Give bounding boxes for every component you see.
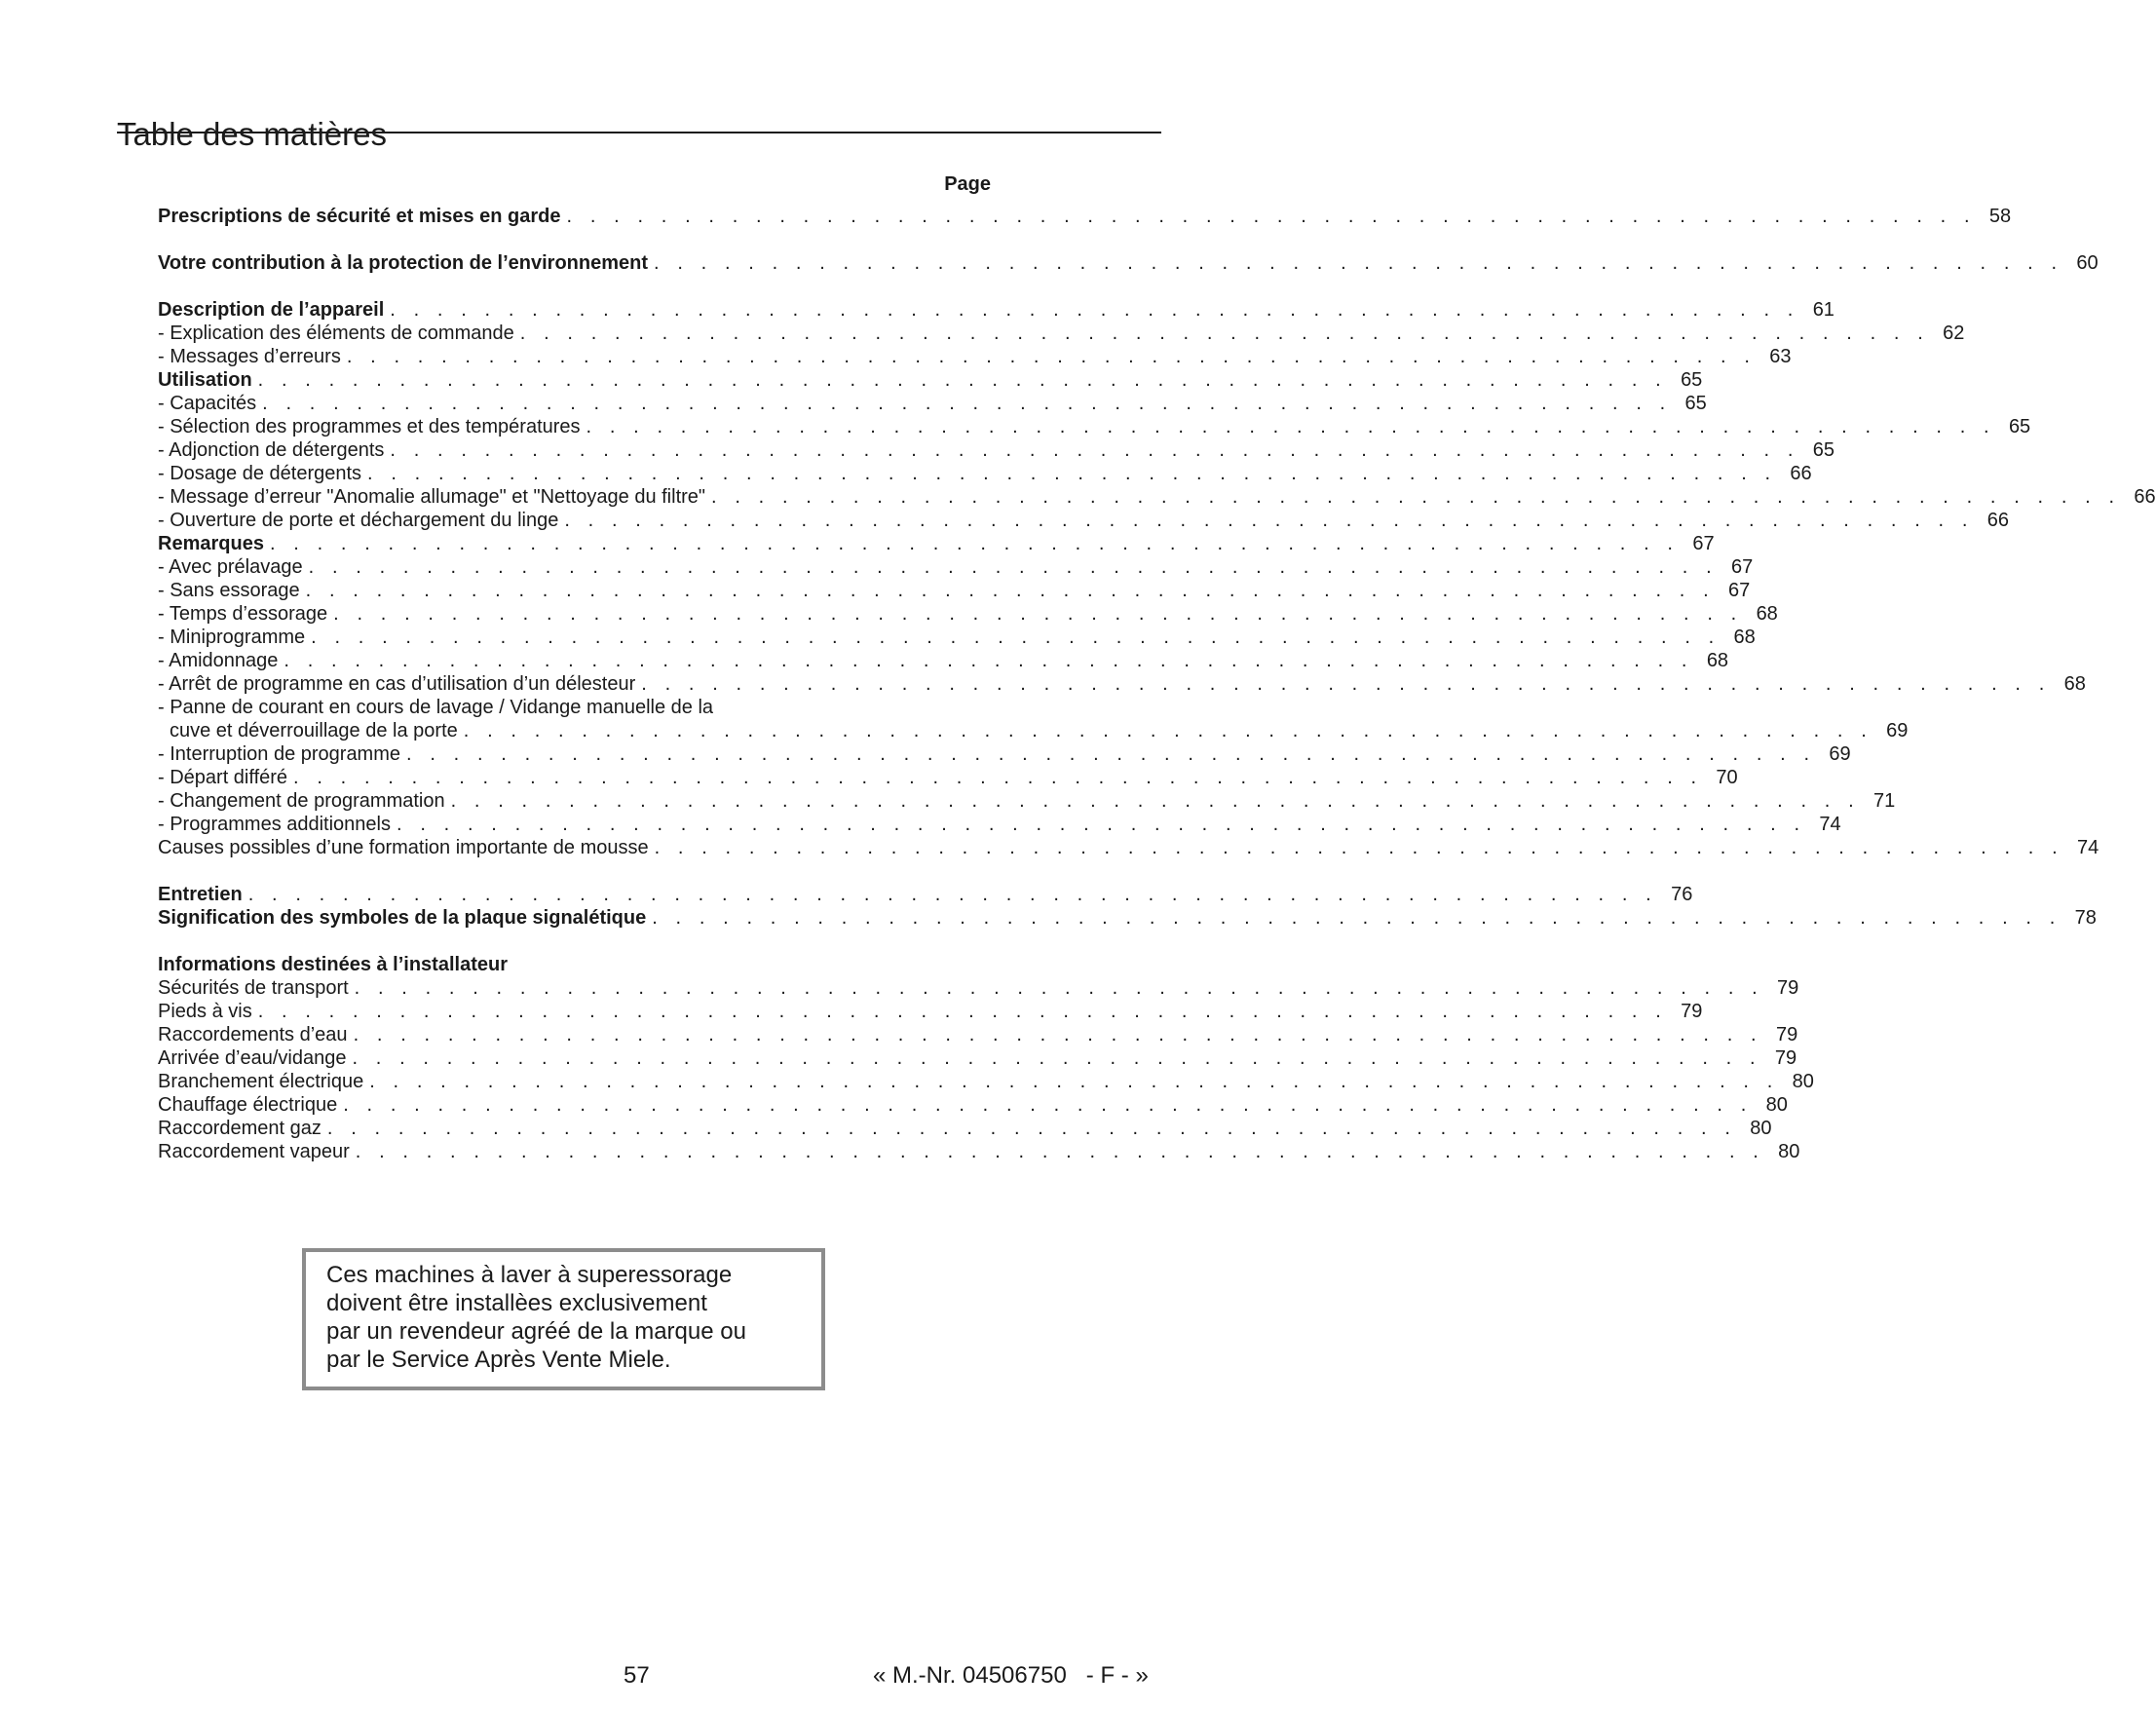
toc-entry-page: 62	[1943, 323, 1965, 344]
toc-entry-label: Chauffage électrique	[158, 1094, 338, 1116]
toc-dot-leader: . . . . . . . . . . . . . . . . . . . . . . . . . . . . . . . . . . . . . . . . . . . . . . . . . . . . . . . . . . . .	[343, 1094, 1753, 1116]
toc-dot-leader: . . . . . . . . . . . . . . . . . . . . . . . . . . . . . . . . . . . . . . . . . . . . . . . . . . . . . . . . . . . .	[354, 977, 1764, 999]
notice-line: par le Service Après Vente Miele.	[326, 1347, 671, 1373]
toc-entry-page: 58	[1988, 206, 2012, 227]
page-title: Table des matières	[117, 116, 387, 153]
toc-dot-leader: . . . . . . . . . . . . . . . . . . . . . . . . . . . . . . . . . . . . . . . . . . . . . . . . . . . . . . . . . . . .	[463, 720, 1873, 741]
toc-dot-leader: . . . . . . . . . . . . . . . . . . . . . . . . . . . . . . . . . . . . . . . . . . . . . . . . . . . . . . . . . . . .	[450, 790, 1861, 812]
toc-entry-label: Arrivée d’eau/vidange	[158, 1047, 347, 1069]
toc-dot-leader: . . . . . . . . . . . . . . . . . . . . . . . . . . . . . . . . . . . . . . . . . . . . . . . . . . . . . . . . . . . .	[257, 369, 1668, 391]
toc-entry-page: 65	[1684, 393, 1707, 414]
toc-entry-label: Sécurités de transport	[158, 977, 349, 999]
toc-entry	[158, 836, 2099, 859]
toc-entry-label: - Amidonnage	[158, 650, 279, 671]
notice-line: par un revendeur agréé de la marque ou	[326, 1318, 746, 1345]
toc-dot-leader: . . . . . . . . . . . . . . . . . . . . . . . . . . . . . . . . . . . . . . . . . . . . . . . . . . . . . . . . . . . .	[564, 510, 1974, 531]
toc-entry-page: 79	[1777, 977, 1799, 999]
toc-entry-label: - Dosage de détergents	[158, 463, 362, 484]
toc-dot-leader: . . . . . . . . . . . . . . . . . . . . . . . . . . . . . . . . . . . . . . . . . . . . . . . . . . . . . . . . . . . .	[247, 884, 1658, 905]
toc-entry-page: 67	[1731, 556, 1754, 578]
toc-entry-page: 67	[1728, 580, 1751, 601]
toc-entry-page: 68	[1756, 603, 1778, 625]
toc-entry-label: - Avec prélavage	[158, 556, 303, 578]
toc-entry-label: - Messages d’erreurs	[158, 346, 341, 367]
toc-dot-leader: . . . . . . . . . . . . . . . . . . . . . . . . . . . . . . . . . . . . . . . . . . . . . . . . . . . . . . . . . . . .	[333, 603, 1743, 625]
toc-entry-page: 79	[1775, 1024, 1798, 1045]
toc-dot-leader: . . . . . . . . . . . . . . . . . . . . . . . . . . . . . . . . . . . . . . . . . . . . . . . . . . . . . . . . . . . .	[284, 650, 1694, 671]
toc-entry-page: 68	[1706, 650, 1729, 671]
toc-entry	[158, 485, 2156, 509]
toc-entry	[158, 742, 1851, 766]
toc-dot-leader: . . . . . . . . . . . . . . . . . . . . . . . . . . . . . . . . . . . . . . . . . . . . . . . . . . . . . . . . . . . .	[641, 673, 2051, 695]
toc-entry-label: - Ouverture de porte et déchargement du linge	[158, 510, 559, 531]
toc-dot-leader: . . . . . . . . . . . . . . . . . . . . . . . . . . . . . . . . . . . . . . . . . . . . . . . . . . . . . . . . . . . .	[390, 299, 1799, 321]
toc-dot-leader: . . . . . . . . . . . . . . . . . . . . . . . . . . . . . . . . . . . . . . . . . . . . . . . . . . . . . . . . . . . .	[352, 1047, 1762, 1069]
toc-entry	[158, 555, 1754, 579]
toc-entry-page: 80	[1750, 1118, 1772, 1139]
toc-entry-label: Prescriptions de sécurité et mises en garde	[158, 206, 561, 227]
toc-dot-leader: . . . . . . . . . . . . . . . . . . . . . . . . . . . . . . . . . . . . . . . . . . . . . . . . . . . . . . . . . . . .	[308, 556, 1719, 578]
toc-entry-page: 68	[2063, 673, 2086, 695]
toc-entry-label: Raccordement vapeur	[158, 1141, 350, 1162]
toc-entry	[158, 579, 1751, 602]
toc-entry	[158, 415, 2031, 438]
toc-dot-leader: . . . . . . . . . . . . . . . . . . . . . . . . . . . . . . . . . . . . . . . . . . . . . . . . . . . . . . . . . . . .	[353, 1024, 1763, 1045]
toc-entry	[158, 649, 1729, 672]
toc-entry	[158, 1093, 1788, 1117]
toc-dot-leader: . . . . . . . . . . . . . . . . . . . . . . . . . . . . . . . . . . . . . . . . . . . . . . . . . . . . . . . . . . . .	[262, 393, 1672, 414]
toc-entry-page: 65	[1681, 369, 1703, 391]
toc-entry	[158, 368, 1703, 392]
toc-entry	[158, 1046, 1797, 1070]
toc-dot-leader: . . . . . . . . . . . . . . . . . . . . . . . . . . . . . . . . . . . . . . . . . . . . . . . . . . . . . . . . . . . .	[326, 1118, 1737, 1139]
toc-entry-page: 65	[1812, 439, 1835, 461]
toc-entry-label: - Programmes additionnels	[158, 814, 391, 835]
toc-entry-label: Signification des symboles de la plaque signalétique	[158, 907, 647, 929]
toc-entry	[158, 322, 1965, 345]
toc-entry-page: 66	[2134, 486, 2156, 508]
toc-entry-label: - Départ différé	[158, 767, 288, 788]
toc-entry-label: - Message d’erreur "Anomalie allumage" et "Nettoyage du filtre"	[158, 486, 706, 508]
toc-entry-label: - Arrêt de programme en cas d’utilisation d’un délesteur	[158, 673, 636, 695]
toc-dot-leader: . . . . . . . . . . . . . . . . . . . . . . . . . . . . . . . . . . . . . . . . . . . . . . . . . . . . . . . . . . . .	[519, 323, 1930, 344]
toc-entry	[158, 392, 1707, 415]
toc-entry-label: - Temps d’essorage	[158, 603, 328, 625]
toc-entry	[158, 509, 2009, 532]
toc-entry-page: 63	[1769, 346, 1792, 367]
toc-entry-label: - Changement de programmation	[158, 790, 445, 812]
toc-entry-label: Raccordement gaz	[158, 1118, 322, 1139]
toc-dot-leader: . . . . . . . . . . . . . . . . . . . . . . . . . . . . . . . . . . . . . . . . . . . . . . . . . . . . . . . . . . . .	[269, 533, 1680, 554]
toc-dot-leader: . . . . . . . . . . . . . . . . . . . . . . . . . . . . . . . . . . . . . . . . . . . . . . . . . . . . . . . . . . . .	[586, 416, 1996, 437]
toc-entry-label: - Sélection des programmes et des températures	[158, 416, 581, 437]
toc-entry-label: - Explication des éléments de commande	[158, 323, 514, 344]
toc-dot-leader: . . . . . . . . . . . . . . . . . . . . . . . . . . . . . . . . . . . . . . . . . . . . . . . . . . . . . . . . . . . .	[397, 814, 1806, 835]
notice-line: Ces machines à laver à superessorage	[326, 1262, 733, 1288]
toc-entry-label: - Capacités	[158, 393, 257, 414]
toc-entry-page: 71	[1873, 790, 1896, 812]
toc-entry-page: 78	[2074, 907, 2097, 929]
toc-entry-label: Raccordements d’eau	[158, 1024, 348, 1045]
toc-entry-page: 61	[1812, 299, 1834, 321]
toc-entry	[158, 789, 1896, 813]
toc-dot-leader: . . . . . . . . . . . . . . . . . . . . . . . . . . . . . . . . . . . . . . . . . . . . . . . . . . . . . . . . . . . .	[390, 439, 1800, 461]
toc-entry-page: 74	[2077, 837, 2099, 858]
toc-entry	[158, 1000, 1703, 1023]
toc-entry-page: 66	[1986, 510, 2009, 531]
notice-line: doivent être installèes exclusivement	[326, 1290, 707, 1316]
toc-entry	[158, 205, 2012, 228]
toc-entry-label: - Adjonction de détergents	[158, 439, 385, 461]
toc-entry	[158, 813, 1841, 836]
toc-entry-label: Branchement électrique	[158, 1071, 364, 1092]
toc-entry	[158, 672, 2086, 696]
toc-entry	[158, 953, 991, 976]
toc-entry-label: Entretien	[158, 884, 243, 905]
toc-entry	[158, 883, 1693, 906]
toc-entry	[158, 462, 1812, 485]
toc-entry-page: 74	[1819, 814, 1841, 835]
toc-entry	[158, 1117, 1772, 1140]
toc-dot-leader: . . . . . . . . . . . . . . . . . . . . . . . . . . . . . . . . . . . . . . . . . . . . . . . . . . . . . . . . . . . .	[652, 907, 2061, 929]
toc-entry-page: 67	[1692, 533, 1715, 554]
toc-entry	[158, 251, 2099, 275]
toc-entry	[158, 1140, 1800, 1163]
toc-dot-leader: . . . . . . . . . . . . . . . . . . . . . . . . . . . . . . . . . . . . . . . . . . . . . . . . . . . . . . . . . . . .	[711, 486, 2121, 508]
toc-entry	[158, 1023, 1798, 1046]
toc-entry-page: 65	[2008, 416, 2031, 437]
toc-entry-label: Pieds à vis	[158, 1001, 252, 1022]
toc-entry	[158, 719, 1909, 742]
toc-entry	[158, 906, 2097, 930]
toc-entry	[158, 298, 1834, 322]
toc-entry-label: Remarques	[158, 533, 264, 554]
toc-entry	[158, 438, 1835, 462]
toc-entry	[158, 532, 1715, 555]
toc-entry-label: Votre contribution à la protection de l’environnement	[158, 252, 649, 274]
toc-dot-leader: . . . . . . . . . . . . . . . . . . . . . . . . . . . . . . . . . . . . . . . . . . . . . . . . . . . . . . . . . . . .	[367, 463, 1777, 484]
toc-entry-label: cuve et déverrouillage de la porte	[170, 720, 458, 741]
toc-entry-label: - Sans essorage	[158, 580, 300, 601]
title-divider	[117, 132, 1161, 133]
toc-entry-label: Informations destinées à l’installateur	[158, 954, 508, 975]
toc-entry-page: 69	[1829, 743, 1851, 765]
toc-dot-leader: . . . . . . . . . . . . . . . . . . . . . . . . . . . . . . . . . . . . . . . . . . . . . . . . . . . . . . . . . . . .	[293, 767, 1703, 788]
toc-entry-page: 69	[1886, 720, 1909, 741]
toc-entry-page: 60	[2076, 252, 2099, 274]
toc-entry-page: 80	[1765, 1094, 1788, 1116]
toc-entry-page: 79	[1774, 1047, 1797, 1069]
toc-entry-page: 68	[1733, 627, 1756, 648]
toc-dot-leader: . . . . . . . . . . . . . . . . . . . . . . . . . . . . . . . . . . . . . . . . . . . . . . . . . . . . . . . . . . . .	[355, 1141, 1765, 1162]
toc-entry-label: Description de l’appareil	[158, 299, 385, 321]
toc-dot-leader: . . . . . . . . . . . . . . . . . . . . . . . . . . . . . . . . . . . . . . . . . . . . . . . . . . . . . . . . . . . .	[654, 252, 2063, 274]
toc-dot-leader: . . . . . . . . . . . . . . . . . . . . . . . . . . . . . . . . . . . . . . . . . . . . . . . . . . . . . . . . . . . .	[311, 627, 1721, 648]
toc-dot-leader: . . . . . . . . . . . . . . . . . . . . . . . . . . . . . . . . . . . . . . . . . . . . . . . . . . . . . . . . . . . .	[654, 837, 2064, 858]
toc-entry	[158, 602, 1778, 626]
toc-dot-leader: . . . . . . . . . . . . . . . . . . . . . . . . . . . . . . . . . . . . . . . . . . . . . . . . . . . . . . . . . . . .	[369, 1071, 1779, 1092]
toc-dot-leader: . . . . . . . . . . . . . . . . . . . . . . . . . . . . . . . . . . . . . . . . . . . . . . . . . . . . . . . . . . . .	[406, 743, 1816, 765]
toc-entry	[158, 976, 1799, 1000]
footer-document-reference: « M.-Nr. 04506750 - F - »	[873, 1662, 1149, 1689]
toc-entry	[158, 696, 991, 719]
toc-entry-page: 80	[1792, 1071, 1814, 1092]
footer-page-number: 57	[624, 1662, 650, 1689]
toc-entry-label: Causes possibles d’une formation importante de mousse	[158, 837, 649, 858]
toc-dot-leader: . . . . . . . . . . . . . . . . . . . . . . . . . . . . . . . . . . . . . . . . . . . . . . . . . . . . . . . . . . . .	[257, 1001, 1668, 1022]
toc-entry-page: 79	[1681, 1001, 1703, 1022]
toc-entry	[158, 345, 1792, 368]
toc-entry-page: 80	[1778, 1141, 1800, 1162]
toc-entry-page: 66	[1790, 463, 1812, 484]
toc-entry-label: Utilisation	[158, 369, 252, 391]
toc-entry-page: 76	[1671, 884, 1693, 905]
toc-entry	[158, 1070, 1814, 1093]
toc-dot-leader: . . . . . . . . . . . . . . . . . . . . . . . . . . . . . . . . . . . . . . . . . . . . . . . . . . . . . . . . . . . .	[346, 346, 1757, 367]
toc-page-column-header: Page	[944, 173, 991, 195]
toc-entry	[158, 766, 1738, 789]
toc-entry-label: - Interruption de programme	[158, 743, 401, 765]
toc-entry-page: 70	[1716, 767, 1738, 788]
toc-entry-label: - Miniprogramme	[158, 627, 306, 648]
toc-entry-label: - Panne de courant en cours de lavage / Vidange manuelle de la	[158, 697, 714, 718]
toc-dot-leader: . . . . . . . . . . . . . . . . . . . . . . . . . . . . . . . . . . . . . . . . . . . . . . . . . . . . . . . . . . . .	[566, 206, 1977, 227]
installation-notice-box	[302, 1248, 825, 1390]
toc-entry	[158, 626, 1756, 649]
toc-dot-leader: . . . . . . . . . . . . . . . . . . . . . . . . . . . . . . . . . . . . . . . . . . . . . . . . . . . . . . . . . . . .	[305, 580, 1716, 601]
